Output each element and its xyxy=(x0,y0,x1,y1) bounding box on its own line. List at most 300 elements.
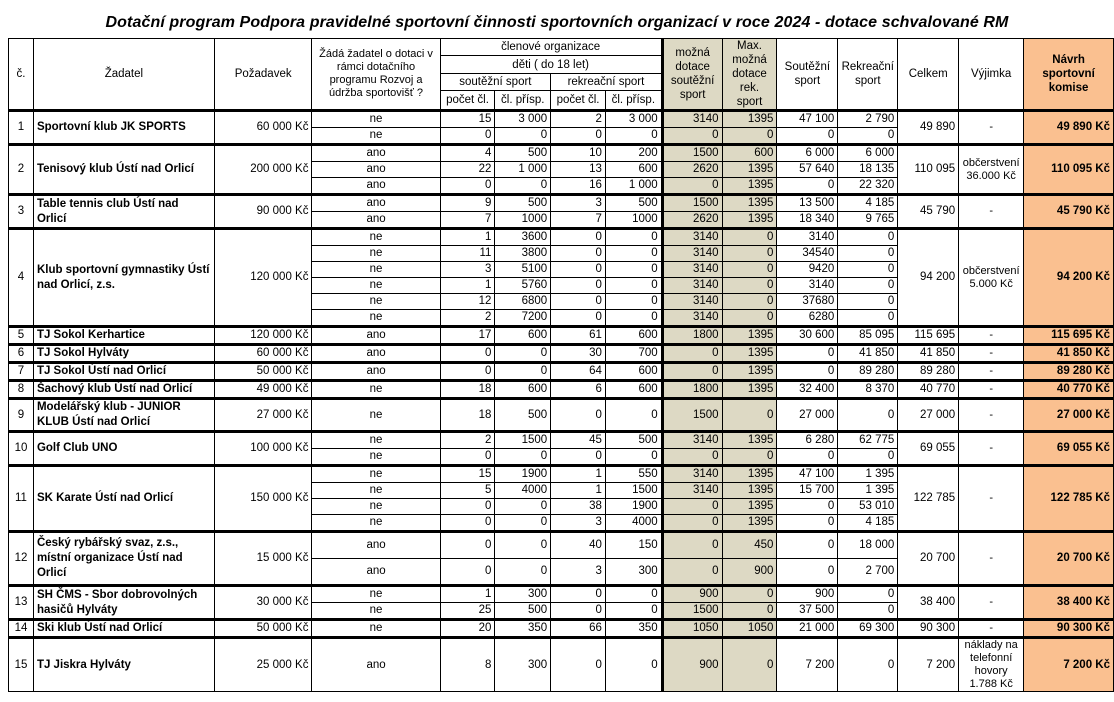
cell-applicant: SH ČMS - Sbor dobrovolných hasičů Hylváty xyxy=(33,586,214,620)
cell-proposal: 49 890 Kč xyxy=(1024,111,1114,145)
cell-recreational-count: 30 xyxy=(551,345,606,363)
cell-max-subsidy: 0 xyxy=(722,128,777,145)
cell-recreational-count: 3 xyxy=(551,195,606,212)
cell-applicant: Golf Club UNO xyxy=(33,432,214,466)
col-header-applies: Žádá žadatel o dotaci v rámci dotačního programu Rozvoj a údržba sportovišť ? xyxy=(312,39,440,111)
cell-max-subsidy: 1395 xyxy=(722,499,777,515)
cell-max-subsidy: 0 xyxy=(722,449,777,466)
cell-recreational-sport: 1 395 xyxy=(838,466,898,483)
cell-recreational-fee: 0 xyxy=(605,246,662,262)
cell-recreational-fee: 600 xyxy=(605,162,662,178)
cell-possible-subsidy: 0 xyxy=(662,449,722,466)
cell-competitive-fee: 3 000 xyxy=(495,111,551,128)
cell-recreational-count: 38 xyxy=(551,499,606,515)
cell-possible-subsidy: 3140 xyxy=(662,229,722,246)
cell-recreational-fee: 4000 xyxy=(605,515,662,532)
cell-total: 45 790 xyxy=(898,195,959,229)
cell-recreational-count: 66 xyxy=(551,620,606,638)
cell-total: 20 700 xyxy=(898,532,959,586)
cell-exception: - xyxy=(959,586,1024,620)
cell-applies: ano xyxy=(312,327,440,345)
cell-request: 60 000 Kč xyxy=(214,111,312,145)
cell-max-subsidy: 0 xyxy=(722,638,777,692)
cell-recreational-fee: 1500 xyxy=(605,483,662,499)
cell-no: 15 xyxy=(9,638,34,692)
col-header-count: počet čl. xyxy=(440,91,495,111)
cell-max-subsidy: 1395 xyxy=(722,363,777,381)
cell-max-subsidy: 0 xyxy=(722,278,777,294)
cell-applicant: TJ Jiskra Hylváty xyxy=(33,638,214,692)
cell-recreational-sport: 2 700 xyxy=(838,559,898,586)
col-header-children: děti ( do 18 let) xyxy=(440,56,662,73)
cell-recreational-sport: 0 xyxy=(838,229,898,246)
cell-competitive-sport: 0 xyxy=(777,363,838,381)
cell-total: 7 200 xyxy=(898,638,959,692)
cell-exception: - xyxy=(959,399,1024,432)
cell-recreational-fee: 0 xyxy=(605,229,662,246)
cell-recreational-sport: 18 000 xyxy=(838,532,898,559)
cell-recreational-fee: 3 000 xyxy=(605,111,662,128)
table-row xyxy=(9,327,1114,345)
table-row xyxy=(9,381,1114,399)
cell-request: 15 000 Kč xyxy=(214,532,312,586)
cell-total: 94 200 xyxy=(898,229,959,327)
cell-recreational-count: 0 xyxy=(551,278,606,294)
cell-competitive-fee: 0 xyxy=(495,515,551,532)
cell-possible-subsidy: 0 xyxy=(662,515,722,532)
cell-recreational-count: 0 xyxy=(551,246,606,262)
cell-competitive-count: 0 xyxy=(440,532,495,559)
cell-possible-subsidy: 3140 xyxy=(662,111,722,128)
cell-competitive-sport: 0 xyxy=(777,178,838,195)
cell-exception: - xyxy=(959,363,1024,381)
cell-competitive-count: 0 xyxy=(440,128,495,145)
cell-recreational-count: 0 xyxy=(551,294,606,310)
cell-proposal: 40 770 Kč xyxy=(1024,381,1114,399)
cell-no: 2 xyxy=(9,145,34,195)
cell-competitive-sport: 47 100 xyxy=(777,111,838,128)
cell-competitive-sport: 0 xyxy=(777,345,838,363)
cell-applicant: Sportovní klub JK SPORTS xyxy=(33,111,214,145)
cell-recreational-count: 1 xyxy=(551,466,606,483)
cell-recreational-fee: 0 xyxy=(605,399,662,432)
cell-recreational-sport: 53 010 xyxy=(838,499,898,515)
cell-recreational-count: 3 xyxy=(551,515,606,532)
cell-proposal: 45 790 Kč xyxy=(1024,195,1114,229)
cell-competitive-count: 15 xyxy=(440,466,495,483)
cell-exception: - xyxy=(959,381,1024,399)
table-row xyxy=(9,466,1114,483)
col-header-recreational: Rekreační sport xyxy=(838,39,898,111)
cell-applicant: Modelářský klub - JUNIOR KLUB Ústí nad Orlicí xyxy=(33,399,214,432)
cell-possible-subsidy: 1800 xyxy=(662,381,722,399)
cell-applies: ne xyxy=(312,603,440,620)
cell-recreational-count: 40 xyxy=(551,532,606,559)
cell-total: 40 770 xyxy=(898,381,959,399)
cell-competitive-sport: 6 280 xyxy=(777,432,838,449)
cell-competitive-count: 0 xyxy=(440,345,495,363)
cell-competitive-fee: 1900 xyxy=(495,466,551,483)
cell-request: 30 000 Kč xyxy=(214,586,312,620)
cell-competitive-sport: 47 100 xyxy=(777,466,838,483)
cell-recreational-fee: 300 xyxy=(605,559,662,586)
cell-competitive-sport: 0 xyxy=(777,532,838,559)
cell-competitive-fee: 500 xyxy=(495,603,551,620)
cell-recreational-fee: 0 xyxy=(605,278,662,294)
cell-proposal: 27 000 Kč xyxy=(1024,399,1114,432)
cell-possible-subsidy: 1500 xyxy=(662,603,722,620)
col-header-total: Celkem xyxy=(898,39,959,111)
cell-recreational-sport: 8 370 xyxy=(838,381,898,399)
col-header-possible-subsidy: možná dotace soutěžní sport xyxy=(662,39,722,111)
cell-competitive-sport: 0 xyxy=(777,559,838,586)
cell-applies: ne xyxy=(312,515,440,532)
cell-request: 120 000 Kč xyxy=(214,229,312,327)
cell-competitive-fee: 3600 xyxy=(495,229,551,246)
cell-max-subsidy: 1395 xyxy=(722,515,777,532)
cell-applicant: TJ Sokol Hylváty xyxy=(33,345,214,363)
cell-applies: ne xyxy=(312,111,440,128)
cell-competitive-count: 12 xyxy=(440,294,495,310)
cell-recreational-sport: 0 xyxy=(838,586,898,603)
cell-proposal: 41 850 Kč xyxy=(1024,345,1114,363)
table-row xyxy=(9,145,1114,162)
cell-competitive-sport: 13 500 xyxy=(777,195,838,212)
cell-recreational-count: 64 xyxy=(551,363,606,381)
cell-recreational-count: 16 xyxy=(551,178,606,195)
cell-applies: ano xyxy=(312,195,440,212)
cell-competitive-fee: 5100 xyxy=(495,262,551,278)
cell-competitive-fee: 0 xyxy=(495,499,551,515)
cell-max-subsidy: 1395 xyxy=(722,111,777,128)
cell-competitive-fee: 0 xyxy=(495,178,551,195)
cell-recreational-count: 3 xyxy=(551,559,606,586)
cell-competitive-fee: 600 xyxy=(495,327,551,345)
cell-recreational-fee: 500 xyxy=(605,432,662,449)
cell-request: 60 000 Kč xyxy=(214,345,312,363)
cell-competitive-sport: 34540 xyxy=(777,246,838,262)
cell-possible-subsidy: 3140 xyxy=(662,483,722,499)
cell-possible-subsidy: 1500 xyxy=(662,195,722,212)
cell-max-subsidy: 1395 xyxy=(722,483,777,499)
cell-competitive-fee: 600 xyxy=(495,381,551,399)
cell-competitive-fee: 0 xyxy=(495,449,551,466)
cell-competitive-fee: 0 xyxy=(495,363,551,381)
cell-competitive-count: 0 xyxy=(440,559,495,586)
cell-applicant: Klub sportovní gymnastiky Ústí nad Orlicí, z.s. xyxy=(33,229,214,327)
cell-recreational-fee: 0 xyxy=(605,262,662,278)
cell-no: 13 xyxy=(9,586,34,620)
cell-request: 100 000 Kč xyxy=(214,432,312,466)
cell-recreational-fee: 500 xyxy=(605,195,662,212)
cell-applies: ne xyxy=(312,620,440,638)
cell-max-subsidy: 0 xyxy=(722,294,777,310)
cell-possible-subsidy: 1800 xyxy=(662,327,722,345)
cell-exception: občerstvení 5.000 Kč xyxy=(959,229,1024,327)
cell-competitive-count: 22 xyxy=(440,162,495,178)
cell-recreational-fee: 150 xyxy=(605,532,662,559)
cell-recreational-sport: 0 xyxy=(838,246,898,262)
col-header-fee: čl. přísp. xyxy=(495,91,551,111)
cell-competitive-fee: 500 xyxy=(495,399,551,432)
cell-exception: - xyxy=(959,620,1024,638)
cell-competitive-sport: 0 xyxy=(777,499,838,515)
cell-max-subsidy: 1395 xyxy=(722,162,777,178)
cell-recreational-sport: 22 320 xyxy=(838,178,898,195)
cell-competitive-sport: 7 200 xyxy=(777,638,838,692)
cell-competitive-sport: 18 340 xyxy=(777,212,838,229)
col-header-proposal: Návrh sportovní komise xyxy=(1024,39,1114,111)
cell-competitive-fee: 500 xyxy=(495,145,551,162)
cell-competitive-count: 2 xyxy=(440,310,495,327)
cell-competitive-sport: 3140 xyxy=(777,229,838,246)
cell-recreational-fee: 0 xyxy=(605,638,662,692)
cell-max-subsidy: 1395 xyxy=(722,327,777,345)
cell-total: 110 095 xyxy=(898,145,959,195)
cell-proposal: 90 300 Kč xyxy=(1024,620,1114,638)
col-header-count: počet čl. xyxy=(551,91,606,111)
cell-applies: ano xyxy=(312,638,440,692)
table-row xyxy=(9,638,1114,692)
cell-applies: ne xyxy=(312,432,440,449)
cell-recreational-count: 0 xyxy=(551,128,606,145)
cell-possible-subsidy: 0 xyxy=(662,363,722,381)
cell-request: 150 000 Kč xyxy=(214,466,312,532)
cell-exception: - xyxy=(959,432,1024,466)
cell-recreational-sport: 0 xyxy=(838,310,898,327)
cell-competitive-count: 2 xyxy=(440,432,495,449)
cell-applicant: Tenisový klub Ústí nad Orlicí xyxy=(33,145,214,195)
cell-recreational-count: 13 xyxy=(551,162,606,178)
cell-total: 89 280 xyxy=(898,363,959,381)
col-header-request: Požadavek xyxy=(214,39,312,111)
cell-recreational-fee: 1900 xyxy=(605,499,662,515)
cell-competitive-count: 1 xyxy=(440,278,495,294)
cell-recreational-fee: 0 xyxy=(605,586,662,603)
cell-recreational-sport: 69 300 xyxy=(838,620,898,638)
cell-exception: - xyxy=(959,111,1024,145)
table-row xyxy=(9,345,1114,363)
cell-possible-subsidy: 900 xyxy=(662,586,722,603)
cell-applicant: TJ Sokol Kerhartice xyxy=(33,327,214,345)
cell-competitive-count: 1 xyxy=(440,586,495,603)
cell-competitive-sport: 30 600 xyxy=(777,327,838,345)
cell-applies: ano xyxy=(312,345,440,363)
cell-recreational-sport: 89 280 xyxy=(838,363,898,381)
cell-possible-subsidy: 1050 xyxy=(662,620,722,638)
cell-recreational-fee: 0 xyxy=(605,449,662,466)
cell-competitive-count: 20 xyxy=(440,620,495,638)
cell-competitive-sport: 21 000 xyxy=(777,620,838,638)
cell-proposal: 89 280 Kč xyxy=(1024,363,1114,381)
table-row xyxy=(9,532,1114,559)
cell-no: 6 xyxy=(9,345,34,363)
cell-possible-subsidy: 900 xyxy=(662,638,722,692)
cell-competitive-count: 0 xyxy=(440,449,495,466)
cell-competitive-fee: 0 xyxy=(495,128,551,145)
cell-max-subsidy: 0 xyxy=(722,310,777,327)
cell-recreational-fee: 350 xyxy=(605,620,662,638)
cell-exception: - xyxy=(959,466,1024,532)
cell-competitive-count: 4 xyxy=(440,145,495,162)
cell-no: 4 xyxy=(9,229,34,327)
cell-competitive-count: 0 xyxy=(440,499,495,515)
cell-competitive-count: 1 xyxy=(440,229,495,246)
cell-competitive-count: 18 xyxy=(440,381,495,399)
cell-proposal: 115 695 Kč xyxy=(1024,327,1114,345)
cell-competitive-count: 0 xyxy=(440,178,495,195)
cell-competitive-count: 7 xyxy=(440,212,495,229)
cell-competitive-fee: 1500 xyxy=(495,432,551,449)
cell-possible-subsidy: 3140 xyxy=(662,278,722,294)
cell-recreational-count: 0 xyxy=(551,310,606,327)
cell-max-subsidy: 0 xyxy=(722,586,777,603)
table-row xyxy=(9,432,1114,449)
cell-applies: ne xyxy=(312,246,440,262)
cell-applicant: TJ Sokol Ústí nad Orlicí xyxy=(33,363,214,381)
cell-applies: ne xyxy=(312,278,440,294)
cell-max-subsidy: 1395 xyxy=(722,212,777,229)
cell-recreational-fee: 0 xyxy=(605,294,662,310)
cell-competitive-sport: 900 xyxy=(777,586,838,603)
cell-no: 3 xyxy=(9,195,34,229)
cell-competitive-count: 11 xyxy=(440,246,495,262)
cell-request: 25 000 Kč xyxy=(214,638,312,692)
cell-applies: ne xyxy=(312,499,440,515)
header-row xyxy=(9,39,1114,56)
cell-max-subsidy: 1395 xyxy=(722,466,777,483)
cell-applies: ne xyxy=(312,229,440,246)
col-header-members: členové organizace xyxy=(440,39,662,56)
cell-competitive-count: 3 xyxy=(440,262,495,278)
cell-recreational-sport: 85 095 xyxy=(838,327,898,345)
cell-competitive-count: 9 xyxy=(440,195,495,212)
cell-competitive-sport: 0 xyxy=(777,515,838,532)
cell-applicant: Table tennis club Ústí nad Orlicí xyxy=(33,195,214,229)
cell-no: 9 xyxy=(9,399,34,432)
cell-competitive-count: 8 xyxy=(440,638,495,692)
cell-applies: ne xyxy=(312,128,440,145)
cell-competitive-sport: 32 400 xyxy=(777,381,838,399)
cell-applies: ano xyxy=(312,363,440,381)
cell-recreational-fee: 1000 xyxy=(605,212,662,229)
cell-exception: náklady na telefonní hovory 1.788 Kč xyxy=(959,638,1024,692)
cell-applies: ano xyxy=(312,178,440,195)
table-row xyxy=(9,620,1114,638)
cell-recreational-fee: 1 000 xyxy=(605,178,662,195)
cell-applies: ne xyxy=(312,294,440,310)
cell-recreational-sport: 0 xyxy=(838,294,898,310)
col-header-recreational-sport: rekreační sport xyxy=(551,73,663,90)
cell-exception: - xyxy=(959,532,1024,586)
cell-competitive-count: 0 xyxy=(440,363,495,381)
cell-recreational-fee: 0 xyxy=(605,603,662,620)
cell-recreational-fee: 600 xyxy=(605,363,662,381)
cell-max-subsidy: 0 xyxy=(722,399,777,432)
cell-competitive-fee: 300 xyxy=(495,586,551,603)
col-header-no: č. xyxy=(9,39,34,111)
cell-max-subsidy: 0 xyxy=(722,262,777,278)
cell-competitive-sport: 15 700 xyxy=(777,483,838,499)
cell-no: 12 xyxy=(9,532,34,586)
cell-proposal: 122 785 Kč xyxy=(1024,466,1114,532)
cell-request: 50 000 Kč xyxy=(214,363,312,381)
cell-possible-subsidy: 2620 xyxy=(662,162,722,178)
cell-competitive-fee: 4000 xyxy=(495,483,551,499)
cell-no: 10 xyxy=(9,432,34,466)
cell-recreational-fee: 600 xyxy=(605,381,662,399)
cell-recreational-sport: 1 395 xyxy=(838,483,898,499)
cell-request: 27 000 Kč xyxy=(214,399,312,432)
cell-recreational-count: 1 xyxy=(551,483,606,499)
cell-max-subsidy: 1395 xyxy=(722,381,777,399)
cell-competitive-sport: 37680 xyxy=(777,294,838,310)
col-header-competitive-sport: soutěžní sport xyxy=(440,73,551,90)
cell-request: 49 000 Kč xyxy=(214,381,312,399)
cell-max-subsidy: 1395 xyxy=(722,195,777,212)
cell-applies: ne xyxy=(312,586,440,603)
cell-recreational-sport: 0 xyxy=(838,603,898,620)
cell-max-subsidy: 0 xyxy=(722,246,777,262)
cell-competitive-fee: 7200 xyxy=(495,310,551,327)
cell-total: 38 400 xyxy=(898,586,959,620)
cell-competitive-fee: 300 xyxy=(495,638,551,692)
cell-recreational-sport: 2 790 xyxy=(838,111,898,128)
cell-possible-subsidy: 3140 xyxy=(662,466,722,483)
cell-max-subsidy: 900 xyxy=(722,559,777,586)
cell-competitive-fee: 0 xyxy=(495,345,551,363)
cell-no: 8 xyxy=(9,381,34,399)
cell-possible-subsidy: 3140 xyxy=(662,262,722,278)
cell-recreational-sport: 0 xyxy=(838,262,898,278)
cell-competitive-sport: 0 xyxy=(777,449,838,466)
cell-request: 120 000 Kč xyxy=(214,327,312,345)
col-header-fee: čl. přísp. xyxy=(605,91,662,111)
cell-applies: ano xyxy=(312,559,440,586)
cell-recreational-sport: 41 850 xyxy=(838,345,898,363)
cell-recreational-count: 0 xyxy=(551,229,606,246)
cell-possible-subsidy: 2620 xyxy=(662,212,722,229)
cell-exception: - xyxy=(959,327,1024,345)
cell-total: 41 850 xyxy=(898,345,959,363)
cell-competitive-fee: 3800 xyxy=(495,246,551,262)
cell-applies: ne xyxy=(312,466,440,483)
cell-total: 122 785 xyxy=(898,466,959,532)
cell-total: 27 000 xyxy=(898,399,959,432)
cell-recreational-sport: 0 xyxy=(838,399,898,432)
cell-competitive-sport: 37 500 xyxy=(777,603,838,620)
cell-competitive-sport: 6280 xyxy=(777,310,838,327)
cell-applicant: SK Karate Ústí nad Orlicí xyxy=(33,466,214,532)
cell-possible-subsidy: 0 xyxy=(662,345,722,363)
cell-competitive-fee: 5760 xyxy=(495,278,551,294)
cell-total: 49 890 xyxy=(898,111,959,145)
cell-competitive-sport: 27 000 xyxy=(777,399,838,432)
cell-recreational-sport: 4 185 xyxy=(838,195,898,212)
cell-proposal: 69 055 Kč xyxy=(1024,432,1114,466)
cell-competitive-count: 5 xyxy=(440,483,495,499)
table-row xyxy=(9,195,1114,212)
cell-proposal: 110 095 Kč xyxy=(1024,145,1114,195)
cell-max-subsidy: 0 xyxy=(722,229,777,246)
cell-proposal: 94 200 Kč xyxy=(1024,229,1114,327)
cell-recreational-count: 0 xyxy=(551,262,606,278)
cell-no: 7 xyxy=(9,363,34,381)
cell-recreational-fee: 0 xyxy=(605,310,662,327)
cell-applicant: Český rybářský svaz, z.s., místní organizace Ústí nad Orlicí xyxy=(33,532,214,586)
cell-competitive-fee: 0 xyxy=(495,559,551,586)
cell-possible-subsidy: 0 xyxy=(662,128,722,145)
